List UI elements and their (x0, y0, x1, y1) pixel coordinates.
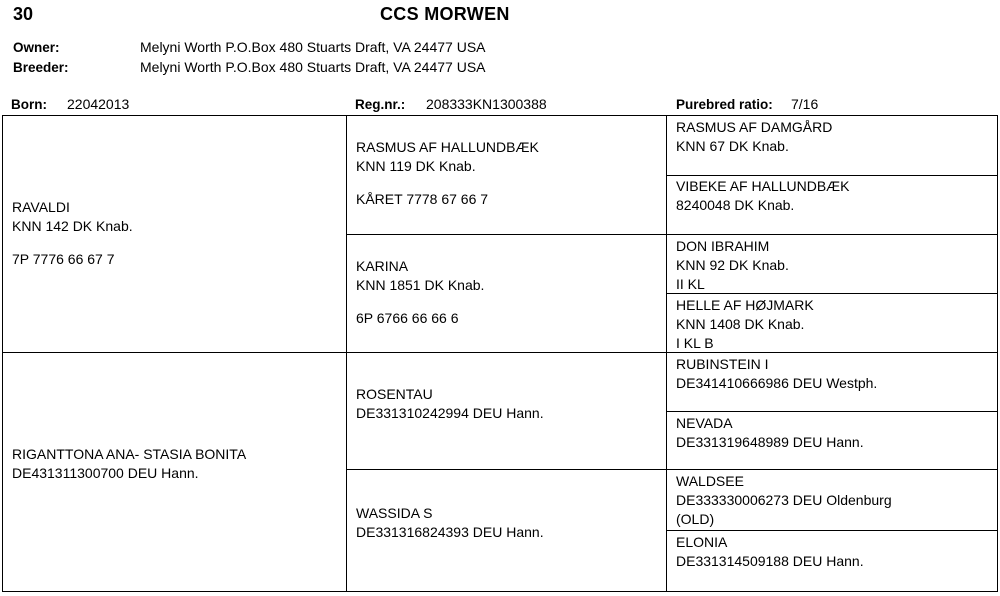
ssd-reg: 8240048 DK Knab. (676, 197, 795, 213)
sdd-name: HELLE AF HØJMARK (676, 297, 814, 313)
row-divider (3, 352, 997, 353)
dam-reg: DE431311300700 DEU Hann. (12, 465, 199, 481)
dsd-cell (676, 414, 864, 452)
dam-sire-name: ROSENTAU (356, 386, 433, 402)
owner-value: Melyni Worth P.O.Box 480 Stuarts Draft, VA 24477 USA (140, 39, 486, 55)
dam-sire-cell (356, 385, 544, 423)
ddd-cell (676, 533, 864, 571)
sire-dam-cell (356, 257, 484, 328)
row-divider (666, 175, 997, 176)
sds-name: DON IBRAHIM (676, 238, 770, 254)
owner-label: Owner: (13, 40, 60, 55)
dam-sire-reg: DE331310242994 DEU Hann. (356, 405, 544, 421)
horse-name-title: CCS MORWEN (380, 4, 510, 24)
column-divider (666, 116, 667, 591)
row-divider (346, 469, 997, 470)
row-divider (666, 411, 997, 412)
ssd-name: VIBEKE AF HALLUNDBÆK (676, 178, 850, 194)
sire-sire-cell (356, 138, 539, 209)
sire-dam-reg: KNN 1851 DK Knab. (356, 277, 485, 293)
row-divider (666, 530, 997, 531)
ddd-reg: DE331314509188 DEU Hann. (676, 553, 864, 569)
sire-dam-extra: 6P 6766 66 66 6 (356, 310, 459, 326)
sss-cell (676, 118, 832, 156)
catalog-number: 30 (13, 4, 34, 24)
dss-reg: DE341410666986 DEU Westph. (676, 375, 878, 391)
sire-extra: 7P 7776 66 67 7 (12, 251, 115, 267)
ssd-cell (676, 177, 850, 215)
sdd-extra: I KL B (676, 335, 714, 351)
dam-dam-cell (356, 504, 544, 542)
dss-name: RUBINSTEIN I (676, 356, 769, 372)
born-label: Born: (11, 97, 47, 112)
row-divider (346, 234, 997, 235)
sdd-cell (676, 296, 814, 353)
purebred-value: 7/16 (791, 96, 819, 112)
dds-reg: DE333330006273 DEU Oldenburg (676, 492, 892, 508)
dsd-name: NEVADA (676, 415, 733, 431)
dss-cell (676, 355, 877, 393)
reg-value: 208333KN1300388 (426, 96, 547, 112)
sds-cell (676, 237, 789, 294)
ddd-name: ELONIA (676, 534, 728, 550)
dds-name: WALDSEE (676, 473, 744, 489)
sss-reg: KNN 67 DK Knab. (676, 138, 789, 154)
sdd-reg: KNN 1408 DK Knab. (676, 316, 805, 332)
dam-dam-name: WASSIDA S (356, 505, 433, 521)
born-value: 22042013 (67, 96, 130, 112)
dds-extra: (OLD) (676, 511, 715, 527)
reg-label: Reg.nr.: (355, 97, 406, 112)
breeder-label: Breeder: (13, 60, 69, 75)
dam-name: RIGANTTONA ANA- STASIA BONITA (12, 446, 247, 462)
dsd-reg: DE331319648989 DEU Hann. (676, 434, 864, 450)
sire-reg: KNN 142 DK Knab. (12, 218, 133, 234)
purebred-label: Purebred ratio: (676, 97, 773, 112)
sds-extra: II KL (676, 276, 705, 292)
dam-dam-reg: DE331316824393 DEU Hann. (356, 524, 544, 540)
sire-cell (12, 198, 133, 269)
sire-sire-extra: KÅRET 7778 67 66 7 (356, 191, 489, 207)
sire-dam-name: KARINA (356, 258, 409, 274)
sire-sire-name: RASMUS AF HALLUNDBÆK (356, 139, 539, 155)
dam-cell (12, 445, 246, 483)
sss-name: RASMUS AF DAMGÅRD (676, 119, 833, 135)
dds-cell (676, 472, 892, 529)
sire-name: RAVALDI (12, 199, 70, 215)
pedigree-table (2, 115, 998, 592)
breeder-value: Melyni Worth P.O.Box 480 Stuarts Draft, VA 24477 USA (140, 59, 486, 75)
sire-sire-reg: KNN 119 DK Knab. (356, 158, 476, 174)
column-divider (346, 116, 347, 591)
sds-reg: KNN 92 DK Knab. (676, 257, 789, 273)
